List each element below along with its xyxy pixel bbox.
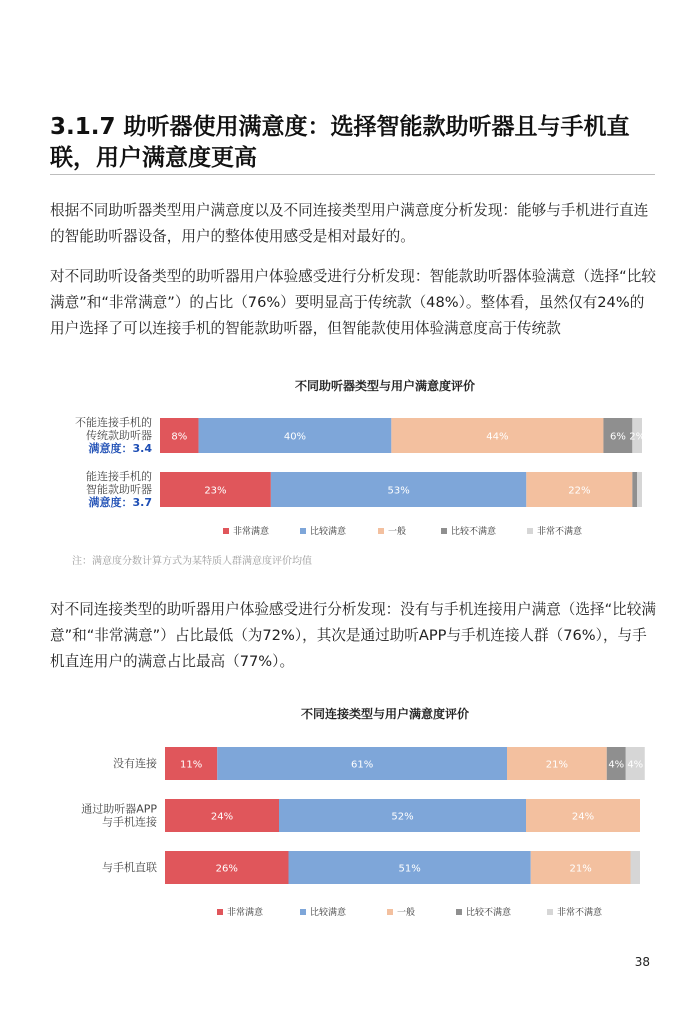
legend-label: 一般	[397, 908, 416, 918]
legend-swatch	[217, 909, 223, 915]
data-label: 24%	[571, 811, 595, 823]
data-label: 23%	[204, 485, 227, 497]
page-number: 38	[634, 955, 650, 969]
data-label: 6%	[609, 431, 626, 443]
category-label: 传统款助听器	[86, 429, 152, 442]
data-label: 4%	[608, 759, 625, 771]
legend-swatch	[300, 909, 306, 915]
legend-swatch	[387, 909, 393, 915]
data-label: 21%	[545, 759, 568, 771]
data-label: 40%	[283, 431, 307, 443]
legend-swatch	[300, 528, 306, 534]
data-label: 24%	[210, 811, 234, 823]
chart-note: 注：满意度分数计算方式为某特质人群满意度评价均值	[72, 556, 312, 567]
section-title: 3.1.7 助听器使用满意度：选择智能款助听器且与手机直联，用户满意度更高	[50, 114, 630, 171]
legend-swatch	[547, 909, 553, 915]
data-label: 8%	[171, 431, 188, 443]
data-label: 11%	[180, 759, 203, 771]
category-label: 与手机直联	[102, 861, 157, 874]
legend-label: 非常满意	[227, 908, 264, 918]
satisfaction-score: 满意度：3.7	[88, 496, 152, 509]
data-label: 26%	[215, 863, 238, 875]
data-label: 2%	[629, 431, 646, 443]
legend-swatch	[456, 909, 462, 915]
chart-title-connection-type: 不同连接类型与用户满意度评价	[300, 707, 469, 721]
category-label: 与手机连接	[102, 815, 157, 829]
legend-label: 比较满意	[310, 908, 347, 918]
chart-title-device-type: 不同助听器类型与用户满意度评价	[294, 379, 475, 393]
legend-swatch	[223, 528, 229, 534]
chart-device-type	[0, 400, 700, 550]
legend-label: 比较不满意	[466, 908, 512, 918]
legend-label: 非常不满意	[557, 908, 603, 918]
data-label: 61%	[351, 759, 374, 771]
legend-label: 非常不满意	[537, 527, 583, 537]
legend-label: 比较不满意	[451, 527, 497, 537]
legend-swatch	[378, 528, 384, 534]
legend-label: 比较满意	[310, 527, 347, 537]
paragraph-connection-type: 对不同连接类型的助听器用户体验感受进行分析发现：没有与手机连接用户满意（选择“比较满意”和“非常满意”）占比最低（为72%），其次是通过助听APP与手机连接人群（76%），与手机直连用户的满意占比最高（77%）。	[50, 601, 656, 670]
category-label: 智能款助听器	[86, 483, 152, 496]
paragraph-intro: 根据不同助听器类型用户满意度以及不同连接类型用户满意度分析发现：能够与手机进行直连的智能助听器设备，用户的整体使用感受是相对最好的。	[50, 202, 649, 245]
legend-label: 一般	[388, 527, 407, 537]
data-label: 52%	[391, 811, 414, 823]
category-label: 没有连接	[113, 757, 157, 770]
data-label: 53%	[387, 485, 410, 497]
legend-swatch	[527, 528, 533, 534]
data-label: 22%	[568, 485, 591, 497]
category-label: 通过助听器APP	[81, 802, 157, 816]
data-label: 4%	[627, 759, 644, 771]
legend-label: 非常满意	[233, 527, 270, 537]
data-label: 21%	[569, 863, 592, 875]
satisfaction-score: 满意度：3.4	[88, 442, 152, 455]
bar-segment	[637, 472, 642, 507]
legend-swatch	[441, 528, 447, 534]
category-label: 不能连接手机的	[75, 416, 152, 429]
paragraph-device-type: 对不同助听设备类型的助听器用户体验感受进行分析发现：智能款助听器体验满意（选择“比较满意”和“非常满意”）的占比（76%）要明显高于传统款（48%）。整体看，虽然仅有24%的用户选择了可以连接手机的智能款助听器，但智能款使用体验满意度高于传统款	[50, 268, 656, 337]
bar-segment	[631, 851, 641, 884]
title-divider	[50, 174, 655, 175]
chart-connection-type	[0, 730, 700, 930]
data-label: 44%	[486, 431, 509, 443]
data-label: 51%	[398, 863, 421, 875]
bar-segment	[632, 472, 637, 507]
category-label: 能连接手机的	[86, 470, 152, 483]
